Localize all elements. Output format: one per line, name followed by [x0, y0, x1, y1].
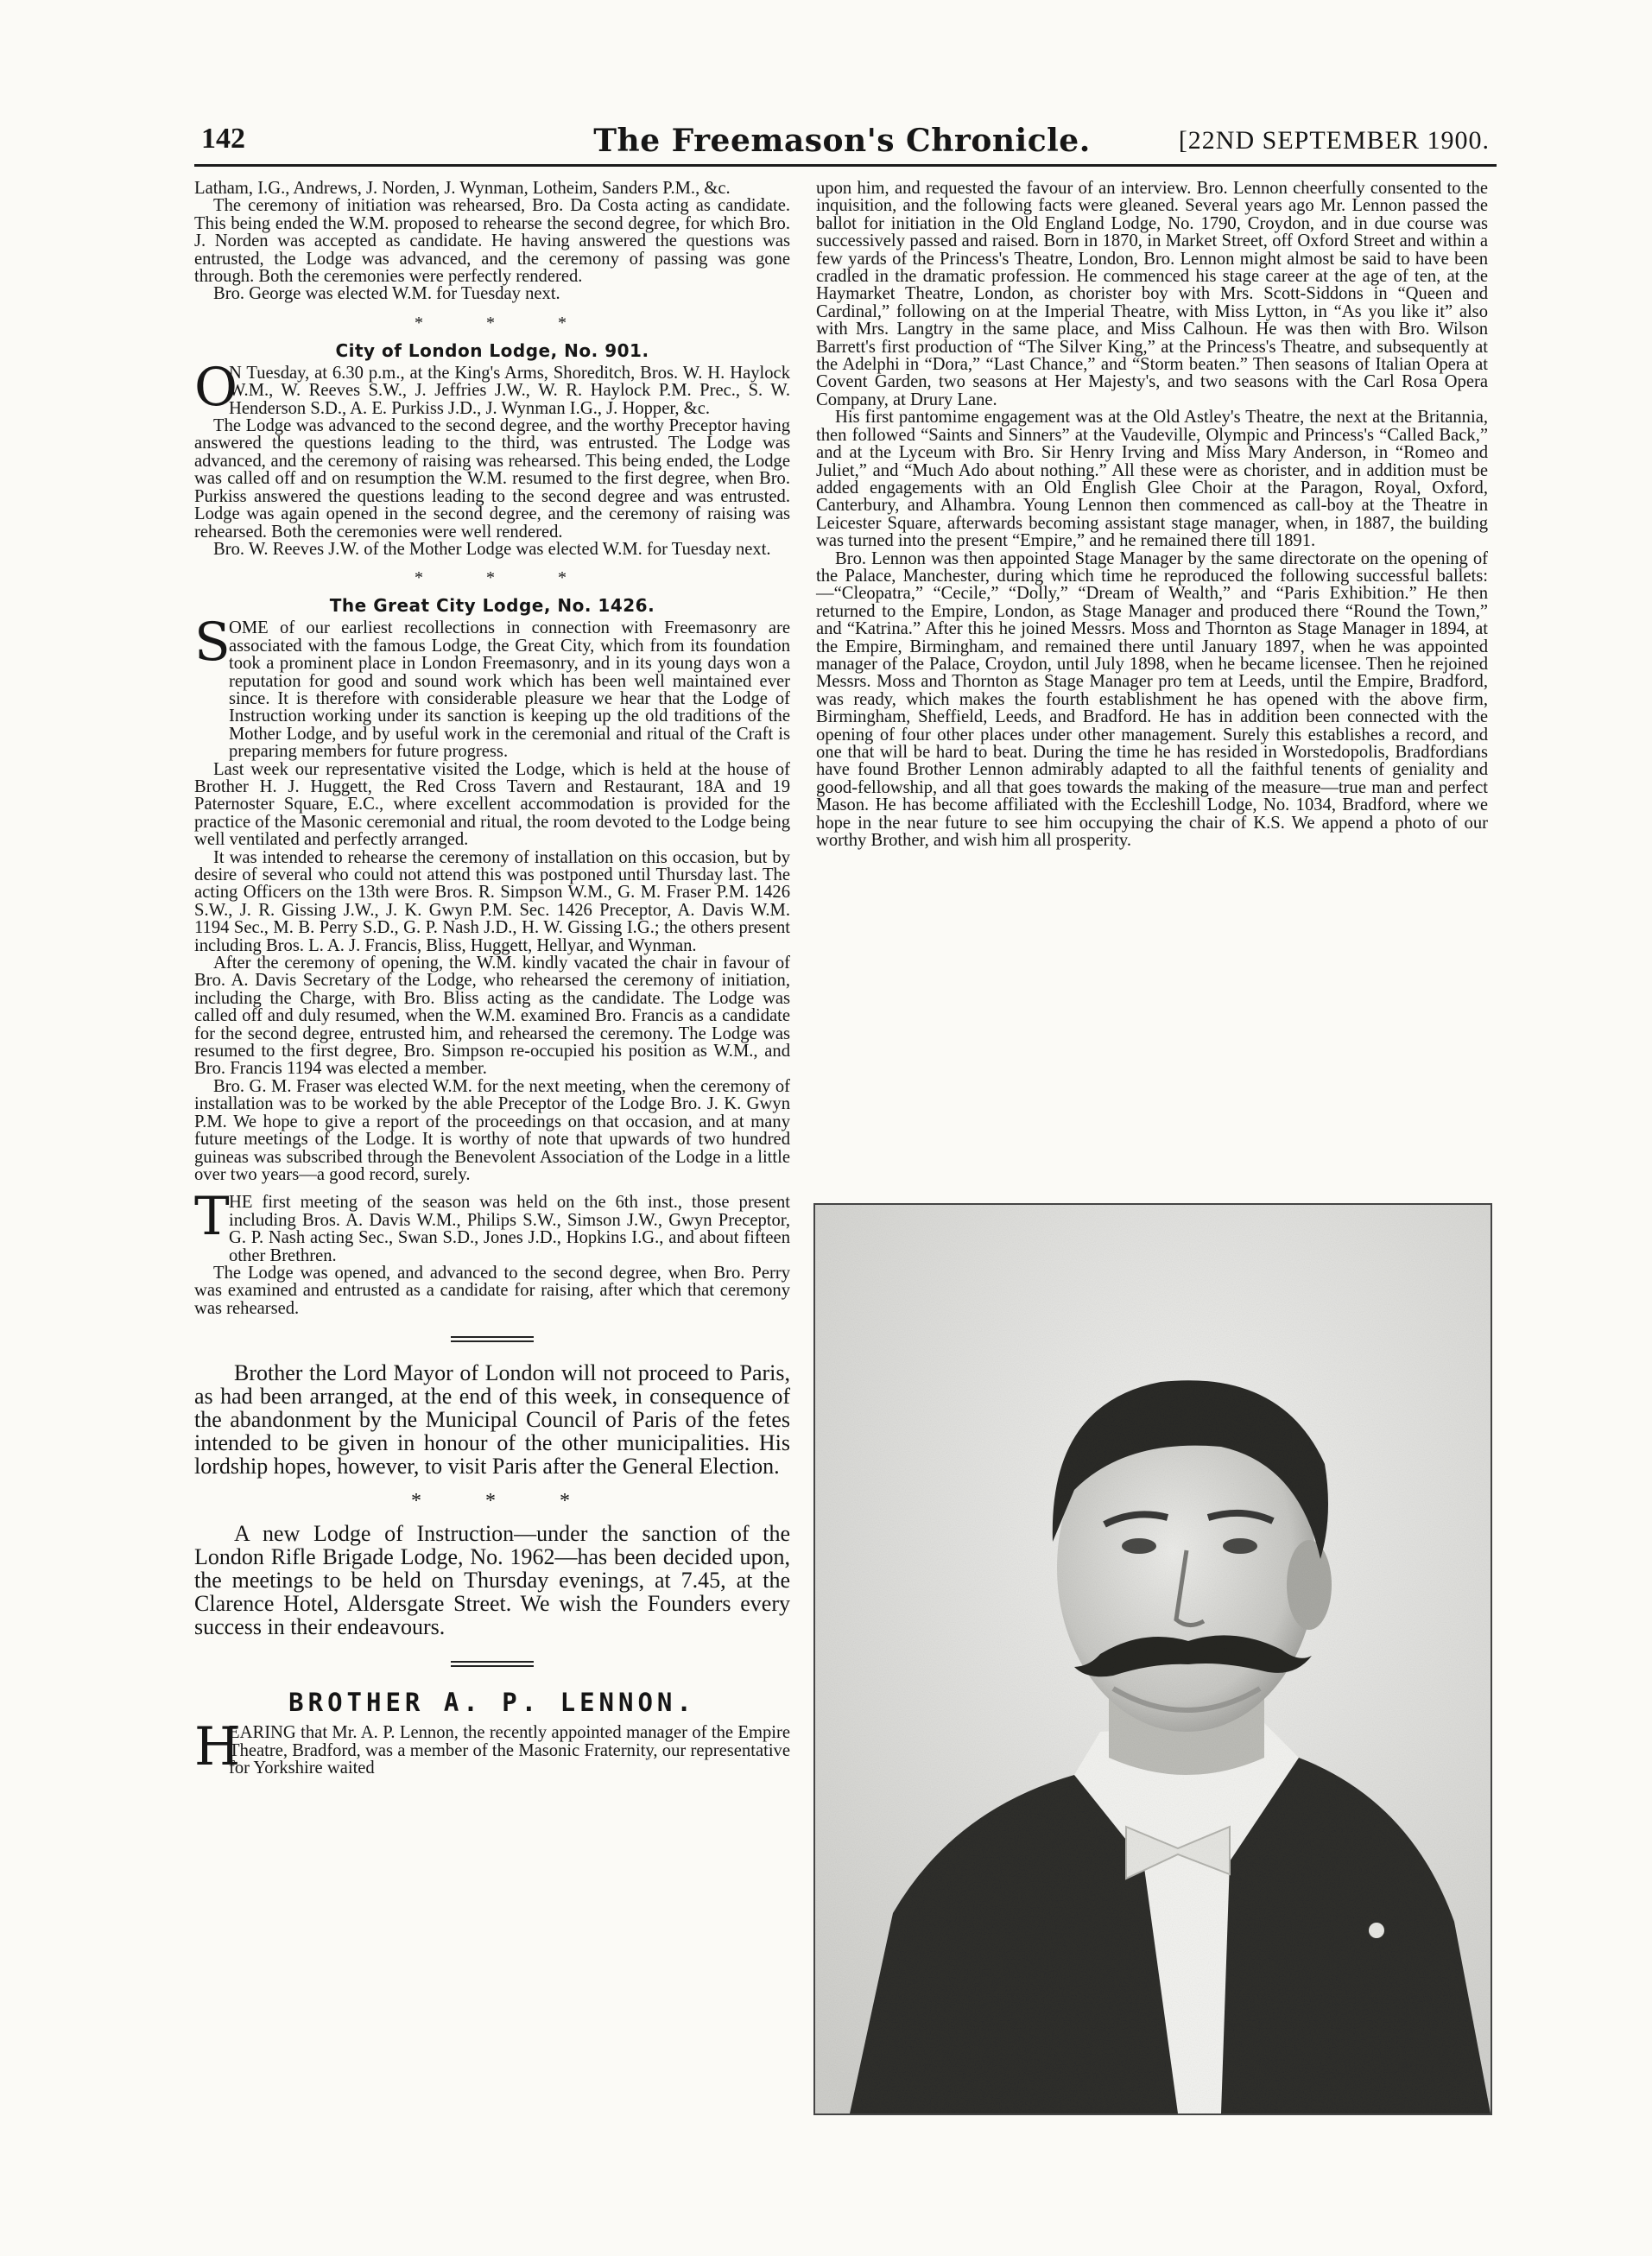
issue-date: [22ND SEPTEMBER 1900. [1178, 126, 1490, 155]
drop-cap: H [194, 1716, 241, 1778]
lennon-portrait-photo [813, 1203, 1492, 2115]
lennon-paragraph-3: Bro. Lennon was then appointed Stage Manager by the same directorate on the opening of the Palace, Manchester, during which time he reproduced the following successful ballets:—“Cleopatra,” “Cecile,” “Dolly,” “Dream of Wealth,” and “Paris Exhibition.” He then returned to the Empire, London, as Stage Manager and produced there “Round the Town,” and “Katrina.” After this he joined Messrs. Moss and Thornton as Stage Manager in 1894, at the Empire, Birmingham, and remained there until January 1897, when he was appointed manager of the Palace, Croydon, until July 1898, when he became licensee. Then he rejoined Messrs. Moss and Thornton as Stage Manager pro tem at Leeds, until the Empire, Bradford, was ready, which makes the fourth establishment he has opened with the above firm, Birmingham, Sheffield, Leeds, and Bradford. He has in addition been connected with the opening of four other places under other management. Surely this establishes a record, and one that will be hard to beat. During the time he has resided in Worstedopolis, Bradfordians have found Brother Lennon admirably adapted to all the faithful tenents of geniality and good-fellowship, and all that goes towards the making of the measure—true man and perfect Mason. He has become affiliated with the Eccleshill Lodge, No. 1034, Bradford, where we hope in the near future to see him occupying the chair of K.S. We append a photo of our worthy Brother, and wish him all prosperity. [816, 548, 1488, 851]
drop-cap: S [194, 612, 231, 674]
right-column [816, 180, 1488, 849]
lennon-paragraph-1: upon him, and requested the favour of an interview. Bro. Lennon cheerfully consented to the inquisition, and the following facts were gleaned. Several years ago Mr. Lennon passed the ballot for initiation in the Old England Lodge, No. 1790, Croydon, and in due course was successively passed and raised. Born in 1870, in Market Street, off Oxford Street and within a few yards of the Princess's Theatre, London, Bro. Lennon might almost be said to have been cradled in the dramatic profession. He commenced his stage career at the age of ten, at the Haymarket Theatre, London, as chorister boy with Mrs. Scott-Siddons in “Queen and Cardinal,” following on at the Imperial Theatre, with Miss Lytton, in “As you like it” also with Mrs. Langtry in the same place, and Miss Calhoun. He was then with Bro. Wilson Barrett's first production of “The Silver King,” at the Princess's Theatre, and subsequently at the Adelphi in “Dora,” “Last Chance,” and “Storm beaten.” Then seasons of Italian Opera at Covent Garden, two seasons at Her Majesty's, and two seasons with the Carl Rosa Opera Company, at Drury Lane. [816, 179, 1488, 409]
drop-cap: T [194, 1186, 230, 1248]
drop-cap: O [194, 356, 238, 418]
great-city-paragraph-1: Last week our representative visited the Lodge, which is held at the house of Brother H. J. Huggett, the Red Cross Tavern and Restaurant, 18A and 19 Paternoster Square, E.C., where excellent accommodation is provided for the practice of the Masonic ceremonial and ritual, the room devoted to the Lodge being well ventilated and perfectly arranged. [194, 759, 790, 850]
great-city-paragraph-4: Bro. G. M. Fraser was elected W.M. for the next meeting, when the ceremony of installation was to be worked by the able Preceptor of the Lodge Bro. J. K. Gwyn P.M. We hope to give a report of the proceedings on that occasion, and at many future meetings of the Lodge. It is worthy of note that upwards of two hundred guineas was subscribed through the Benevolent Association of the Lodge in a little over two years—a good record, surely. [194, 1076, 790, 1184]
publication-title: The Freemason's Chronicle. [593, 123, 1091, 159]
city-paragraph-1: The Lodge was advanced to the second degree, and the worthy Preceptor having answered the questions leading to the third, was entrusted. The Lodge was advanced, and the ceremony of raising was rehearsed. This being ended, the Lodge was called off and on resumption the W.M. resumed to the first degree, when Bro. Purkiss answered the questions leading to the second degree and was entrusted. Lodge was again opened in the second degree, and the ceremony of raising was rehearsed. Both the ceremonies were well rendered. [194, 416, 790, 542]
page-number: 142 [201, 123, 245, 155]
section-stars: * * * [415, 568, 596, 588]
great-city-heading: The Great City Lodge, No. 1426. [329, 595, 655, 617]
lennon-paragraph-2: His first pantomime engagement was at the Old Astley's Theatre, the next at the Britannia, then followed “Saints and Sinners” at the Vaudeville, Olympic and Princess's “Called Back,” and at the Lyceum with Bro. Sir Henry Irving and Miss Mary Anderson, in “Romeo and Juliet,” and “Much Ado about nothing.” All these were as chorister, and in addition must be added engagements with an Old English Glee Choir at the Paragon, Royal, Oxford, Canterbury, and Alhambra. Young Lennon then commenced as call-boy at the Theatre in Leicester Square, afterwards becoming assistant stage manager, when, in 1887, the building was turned into the present “Empire,” and he remained there till 1891. [816, 408, 1488, 551]
city-paragraph-2: Bro. W. Reeves J.W. of the Mother Lodge was elected W.M. for Tuesday next. [213, 539, 771, 559]
section-divider [451, 1661, 534, 1667]
first-meeting-lead-block [194, 1186, 790, 1265]
section-stars: * * * [411, 1490, 599, 1513]
city-lead-block [194, 356, 790, 418]
lennon-lead-block [194, 1716, 790, 1778]
city-of-london-heading: City of London Lodge, No. 901. [335, 339, 649, 361]
photo-content [815, 1205, 1491, 2113]
rifle-brigade-paragraph: A new Lodge of Instruction—under the sanction of the London Rifle Brigade Lodge, No. 1962—has been decided upon, the meetings to be held on Thursday evenings, at 7.45, at the Clarence Hotel, Aldersgate Street. We wish the Founders every success in their endeavours. [194, 1521, 790, 1640]
intro-paragraph-2: The ceremony of initiation was rehearsed, Bro. Da Costa acting as candidate. This being ended the W.M. proposed to rehearse the second degree, for which Bro. J. Norden was accepted as candidate. He having answered the questions was entrusted, the Lodge was advanced, and the ceremony of passing was gone through. Both the ceremonies were perfectly rendered. [194, 196, 790, 287]
section-divider [451, 1336, 534, 1342]
first-meeting-paragraph: The Lodge was opened, and advanced to the second degree, when Bro. Perry was examined and entrusted as a candidate for raising, after which that ceremony was rehearsed. [194, 1263, 790, 1318]
great-city-lead-paragraph: OME of our earliest recollections in connection with Freemasonry are associated with the famous Lodge, the Great City, which from its foundation took a prominent place in London Freemasonry, and in its young days won a reputation for good and sound work which has been well maintained ever since. It is therefore with considerable pleasure we hear that the Lodge of Instruction working under its sanction is keeping up the old traditions of the Mother Lodge, and by useful work in the ceremonial and ritual of the Craft is preparing members for future progress. [229, 618, 790, 762]
section-stars: * * * [415, 313, 596, 333]
intro-paragraph-3: Bro. George was elected W.M. for Tuesday next. [213, 284, 560, 304]
page-header [194, 123, 1490, 162]
city-lead-paragraph: N Tuesday, at 6.30 p.m., at the King's Arms, Shoreditch, Bros. W. H. Haylock W.M., W. Reeves S.W., J. Jeffries J.W., W. R. Haylock P.M. Prec., S. W. Henderson S.D., A. E. Purkiss J.D., J. Wynman I.G., J. Hopper, &c. [229, 363, 790, 418]
great-city-paragraph-2: It was intended to rehearse the ceremony of installation on this occasion, but by desire of several who could not attend this was postponed until Thursday last. The acting Officers on the 13th were Bros. R. Simpson W.M., G. M. Fraser P.M. 1426 S.W., J. R. Gissing J.W., J. K. Gwyn P.M. Sec. 1426 Preceptor, A. Davis W.M. 1194 Sec., M. B. Perry S.D., G. P. Nash J.D., H. W. Gissing I.G.; the others present including Bros. L. A. J. Francis, Bliss, Huggett, Hellyar, and Wynman. [194, 847, 790, 955]
portrait-illustration [815, 1205, 1491, 2113]
great-city-paragraph-3: After the ceremony of opening, the W.M. kindly vacated the chair in favour of Bro. A. Davis Secretary of the Lodge, who rehearsed the ceremony of initiation, including the Charge, with Bro. Bliss acting as the candidate. The Lodge was called off and duly resumed, when the W.M. examined Bro. Francis as a candidate for the second degree, entrusted him, and rehearsed the ceremony. The Lodge was resumed to the first degree, Bro. Simpson re-occupied his position as W.M., and Bro. Francis 1194 was elected a member. [194, 954, 790, 1079]
great-city-lead-block [194, 612, 790, 762]
lennon-article-heading: BROTHER A. P. LENNON. [288, 1688, 696, 1718]
lord-mayor-paragraph: Brother the Lord Mayor of London will not proceed to Paris, as had been arranged, at the end of this week, in consequence of the abandonment by the Municipal Council of Paris of the fetes intended to be given in honour of the other municipalities. His lordship hopes, however, to visit Paris after the General Election. [194, 1360, 790, 1480]
intro-paragraph-1: Latham, I.G., Andrews, J. Norden, J. Wynman, Lotheim, Sanders P.M., &c. [194, 179, 731, 198]
lennon-lead-paragraph: EARING that Mr. A. P. Lennon, the recently appointed manager of the Empire Theatre, Bradford, was a member of the Masonic Fraternity, our representative for Yorkshire waited [229, 1723, 790, 1778]
header-rule [194, 164, 1497, 167]
left-column [194, 180, 790, 1777]
first-meeting-lead-paragraph: HE first meeting of the season was held on the 6th inst., those present including Bros. A. Davis W.M., Philips S.W., Simson J.W., Gwyn Preceptor, G. P. Nash acting Sec., Swan S.D., Jones J.D., Hopkins I.G., and about fifteen other Brethren. [229, 1193, 790, 1265]
